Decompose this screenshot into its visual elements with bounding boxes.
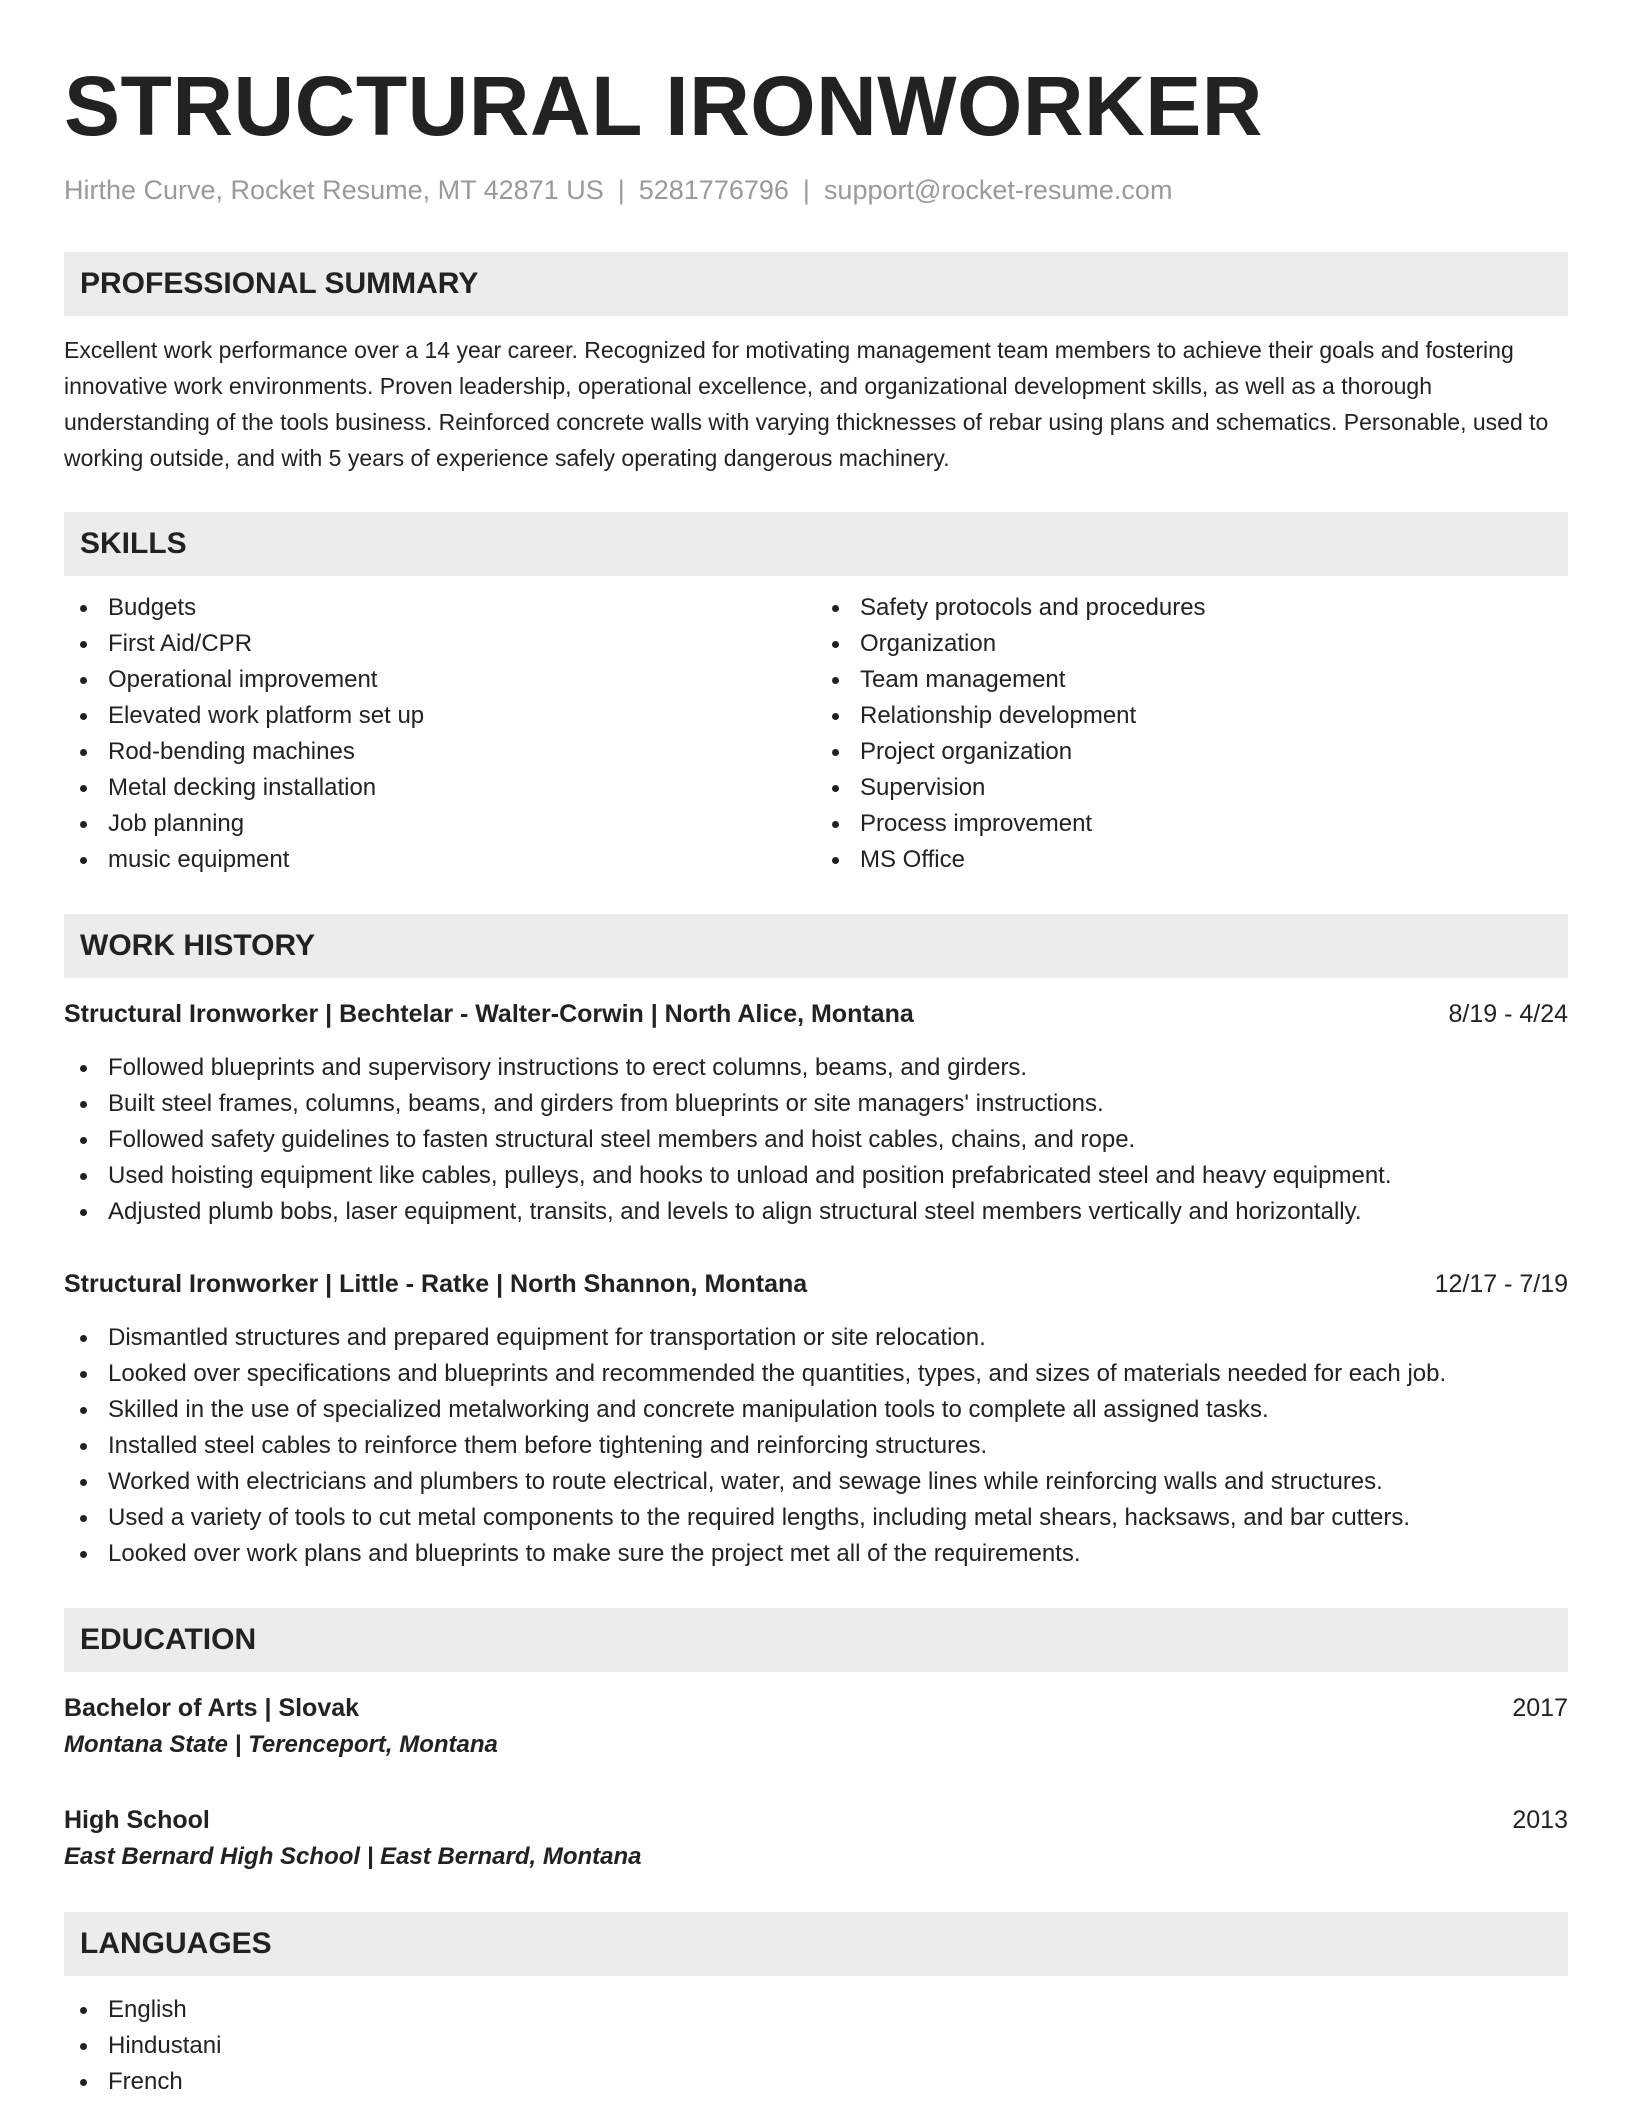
language-item: Hindustani <box>64 2028 1568 2064</box>
candidate-name: STRUCTURAL IRONWORKER <box>64 59 1263 153</box>
skill-item: Process improvement <box>816 806 1568 842</box>
contact-separator: | <box>802 175 810 205</box>
job-header <box>64 996 1568 1032</box>
language-item: English <box>64 1992 1568 2028</box>
job-bullet: Dismantled structures and prepared equipment for transportation or site relocation. <box>64 1320 1568 1356</box>
skill-item: Metal decking installation <box>64 770 816 806</box>
education-entry <box>64 1802 1568 1876</box>
job-dates: 12/17 - 7/19 <box>1434 1270 1568 1298</box>
contact-separator: | <box>617 175 625 205</box>
skill-item: Safety protocols and procedures <box>816 590 1568 626</box>
skill-item: Operational improvement <box>64 662 816 698</box>
skill-item: Rod-bending machines <box>64 734 816 770</box>
job-bullet: Used hoisting equipment like cables, pulleys, and hooks to unload and position prefabricated steel and heavy equipment. <box>64 1158 1568 1194</box>
job-bullet: Looked over work plans and blueprints to make sure the project met all of the requirements. <box>64 1536 1568 1572</box>
skill-item: Relationship development <box>816 698 1568 734</box>
education-year: 2017 <box>1512 1694 1568 1722</box>
skill-item: Project organization <box>816 734 1568 770</box>
job-title: Structural Ironworker | Bechtelar - Walter-Corwin | North Alice, Montana <box>64 1000 914 1028</box>
section-header-work-history: WORK HISTORY <box>64 914 1568 978</box>
contact-line <box>64 172 1568 208</box>
job-bullets <box>64 1320 1568 1572</box>
contact-address: Hirthe Curve, Rocket Resume, MT 42871 US <box>64 175 604 205</box>
summary-text: Excellent work performance over a 14 year career. Recognized for motivating management team members to achieve their goals and fostering innovative work environments. Proven leadership, operational excellence, and organizational development skills, as well as a thorough understanding of the tools business. Reinforced concrete walls with varying thicknesses of rebar using plans and schematics. Personable, used to working outside, and with 5 years of experience safely operating dangerous machinery. <box>64 337 1549 471</box>
education-school: East Bernard High School | East Bernard, Montana <box>64 1843 642 1870</box>
skill-item: Organization <box>816 626 1568 662</box>
section-header-skills: SKILLS <box>64 512 1568 576</box>
job-bullets <box>64 1050 1568 1230</box>
skill-item: Job planning <box>64 806 816 842</box>
job-title: Structural Ironworker | Little - Ratke | North Shannon, Montana <box>64 1270 808 1298</box>
job-bullet: Used a variety of tools to cut metal components to the required lengths, including metal shears, hacksaws, and bar cutters. <box>64 1500 1568 1536</box>
job-entry <box>64 996 1568 1230</box>
job-bullet: Followed safety guidelines to fasten structural steel members and hoist cables, chains, and rope. <box>64 1122 1568 1158</box>
skill-item: Team management <box>816 662 1568 698</box>
skill-item: MS Office <box>816 842 1568 878</box>
job-bullet: Built steel frames, columns, beams, and girders from blueprints or site managers' instructions. <box>64 1086 1568 1122</box>
language-item: French <box>64 2064 1568 2100</box>
skill-item: Budgets <box>64 590 816 626</box>
skill-item: music equipment <box>64 842 816 878</box>
job-header <box>64 1266 1568 1302</box>
job-dates: 8/19 - 4/24 <box>1448 1000 1568 1028</box>
education-header <box>64 1690 1568 1726</box>
job-bullet: Installed steel cables to reinforce them before tightening and reinforcing structures. <box>64 1428 1568 1464</box>
skill-item: Supervision <box>816 770 1568 806</box>
job-bullet: Followed blueprints and supervisory instructions to erect columns, beams, and girders. <box>64 1050 1568 1086</box>
education-school: Montana State | Terenceport, Montana <box>64 1731 498 1758</box>
education-year: 2013 <box>1512 1806 1568 1834</box>
education-degree: Bachelor of Arts | Slovak <box>64 1694 360 1722</box>
job-bullet: Adjusted plumb bobs, laser equipment, transits, and levels to align structural steel members vertically and horizontally. <box>64 1194 1568 1230</box>
skills-column-left <box>64 590 816 878</box>
education-header <box>64 1802 1568 1838</box>
job-bullet: Looked over specifications and blueprints and recommended the quantities, types, and sizes of materials needed for each job. <box>64 1356 1568 1392</box>
job-entry <box>64 1266 1568 1572</box>
skill-item: First Aid/CPR <box>64 626 816 662</box>
skills-column-right <box>816 590 1568 878</box>
skills-list <box>64 590 1568 878</box>
section-header-languages: LANGUAGES <box>64 1912 1568 1976</box>
contact-email: support@rocket-resume.com <box>823 175 1173 205</box>
section-header-summary: PROFESSIONAL SUMMARY <box>64 252 1568 316</box>
job-bullet: Worked with electricians and plumbers to route electrical, water, and sewage lines while reinforcing walls and structures. <box>64 1464 1568 1500</box>
job-bullet: Skilled in the use of specialized metalworking and concrete manipulation tools to complete all assigned tasks. <box>64 1392 1568 1428</box>
section-header-education: EDUCATION <box>64 1608 1568 1672</box>
skill-item: Elevated work platform set up <box>64 698 816 734</box>
education-degree: High School <box>64 1806 210 1834</box>
education-entry <box>64 1690 1568 1764</box>
languages-list <box>64 1992 1568 2100</box>
contact-phone: 5281776796 <box>638 175 789 205</box>
